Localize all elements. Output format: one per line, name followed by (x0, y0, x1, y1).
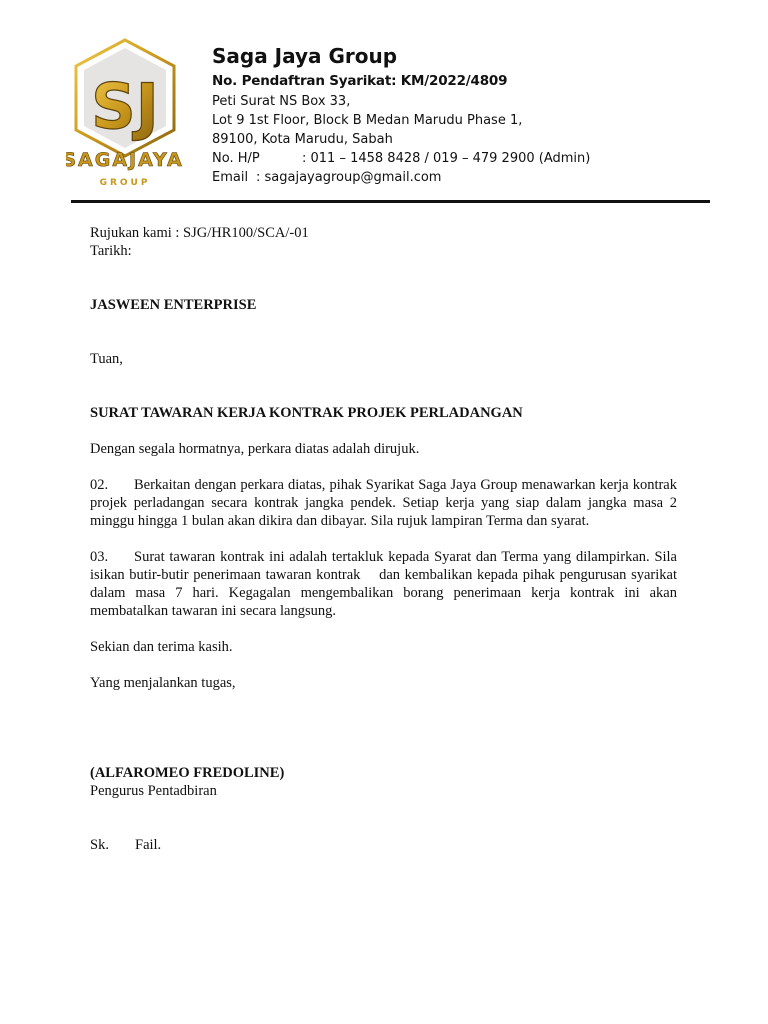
paragraph-02-number: 02. (90, 477, 109, 493)
company-logo (66, 36, 184, 192)
address-line-3: 89100, Kota Marudu, Sabah (212, 132, 393, 147)
paragraph-02 (90, 476, 677, 530)
phone-value: : 011 – 1458 8428 / 019 – 479 2900 (Admin) (302, 151, 591, 166)
email-label: Email (212, 170, 249, 185)
letter-body (90, 224, 677, 854)
company-registration: No. Pendaftran Syarikat: KM/2022/4809 (212, 73, 508, 89)
reference-line: Rujukan kami : SJG/HR100/SCA/-01 (90, 225, 309, 241)
logo-monogram: SJ (91, 70, 159, 143)
logo-emblem (66, 36, 184, 192)
email-value: : sagajayagroup@gmail.com (256, 170, 442, 185)
cc-line (90, 836, 677, 854)
paragraph-03 (90, 548, 677, 620)
subject-line: SURAT TAWARAN KERJA KONTRAK PROJEK PERLADANGAN (90, 405, 523, 421)
logo-wordmark: SAGAJAYA (66, 149, 184, 171)
header-divider (71, 200, 710, 203)
salutation: Tuan, (90, 351, 123, 367)
company-name: Saga Jaya Group (212, 44, 398, 68)
signatory-name: (ALFAROMEO FREDOLINE) (90, 765, 285, 781)
recipient: JASWEEN ENTERPRISE (90, 297, 257, 313)
signatory-position: Pengurus Pentadbiran (90, 783, 217, 799)
address-line-1: Peti Surat NS Box 33, (212, 94, 351, 109)
paragraph-03-number: 03. (90, 549, 109, 565)
closing-line: Sekian dan terima kasih. (90, 639, 233, 655)
phone-line (212, 149, 732, 168)
phone-label: No. H/P (212, 151, 260, 166)
paragraph-03-text: Surat tawaran kontrak ini adalah tertakluk kepada Syarat dan Terma yang dilampirkan. Sila isikan butir-butir penerimaan tawaran kontrak dan kembalikan kepada pihak pengurusan syarikat dalam masa 7 hari. Kegagalan mengembalikan borang penerimaan kerja kontrak ini akan membatalkan tawaran ini secara langsung. (90, 549, 677, 619)
cc-label: Sk. (90, 837, 109, 853)
intro-paragraph: Dengan segala hormatnya, perkara diatas adalah dirujuk. (90, 441, 420, 457)
company-header (212, 42, 732, 187)
date-line: Tarikh: (90, 243, 132, 259)
address-line-2: Lot 9 1st Floor, Block B Medan Marudu Phase 1, (212, 113, 523, 128)
cc-value: Fail. (135, 837, 162, 853)
paragraph-02-text: Berkaitan dengan perkara diatas, pihak Syarikat Saga Jaya Group menawarkan kerja kontrak projek perladangan secara kontrak jangka pendek. Setiap kerja yang siap dalam jangka masa 2 minggu hingga 1 bulan akan dikira dan dibayar. Sila rujuk lampiran Terma dan syarat. (90, 477, 677, 529)
email-line (212, 168, 732, 187)
duty-line: Yang menjalankan tugas, (90, 675, 236, 691)
logo-tagline: GROUP (99, 178, 151, 188)
